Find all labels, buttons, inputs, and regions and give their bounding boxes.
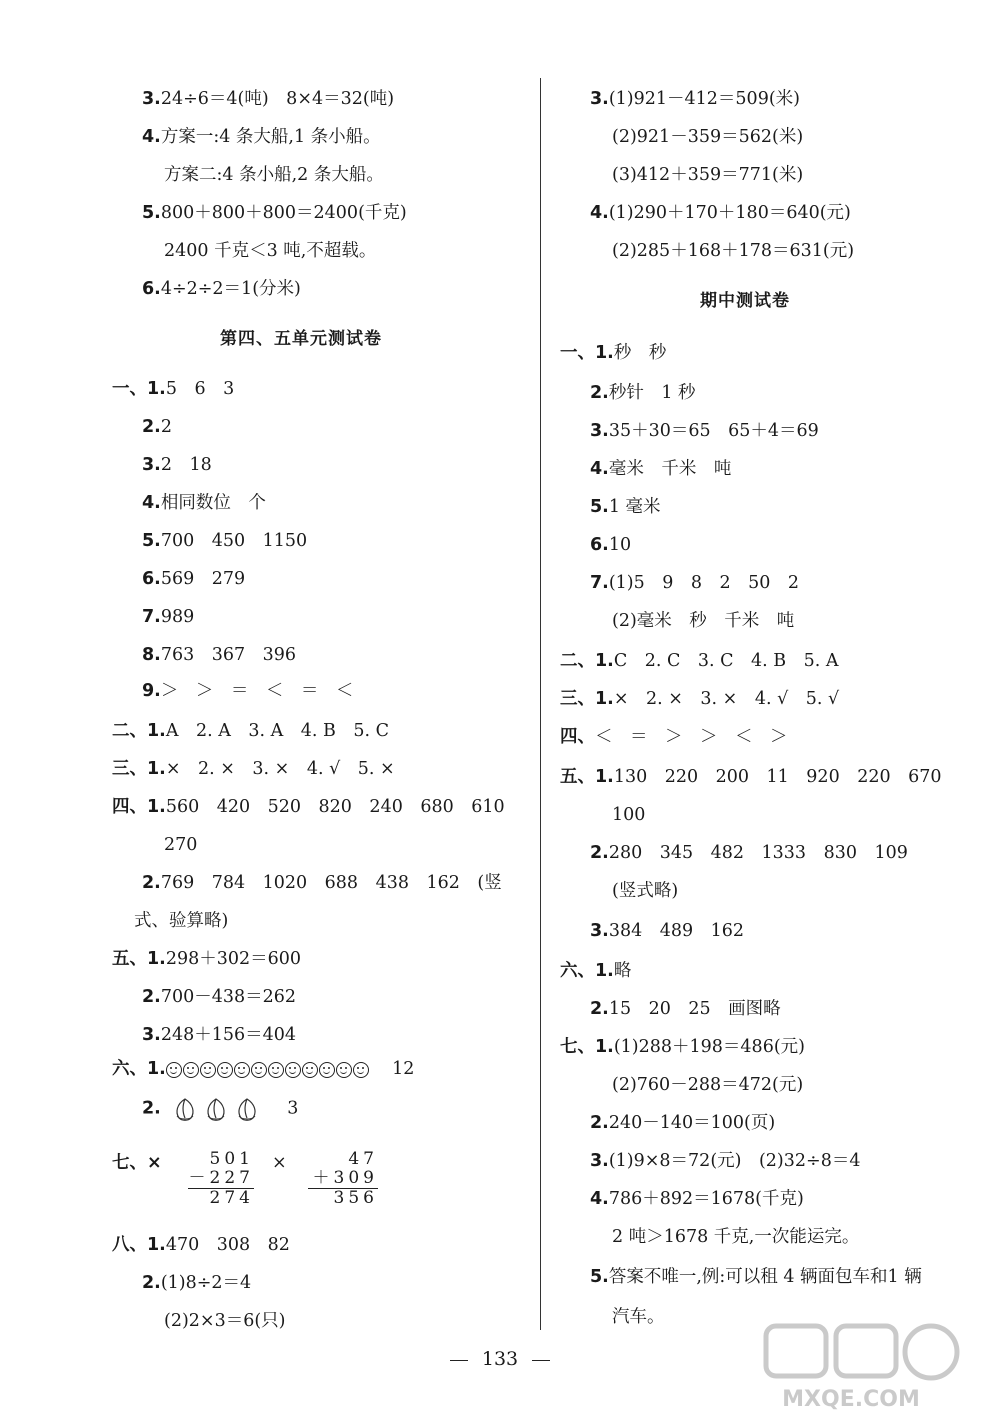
question-number: 八、1.	[112, 1235, 166, 1255]
answer-line	[142, 278, 301, 300]
answer-line	[142, 568, 245, 590]
question-number: 3.	[590, 921, 609, 941]
answer-line	[112, 758, 395, 780]
question-number: 7.	[142, 607, 161, 627]
answer-text: 答案不唯一,例:可以租 4 辆面包车和1 辆	[608, 1267, 922, 1287]
question-number: 四、1.	[112, 797, 166, 817]
answer-line	[142, 202, 407, 224]
question-number: 七、×	[112, 1153, 162, 1173]
question-number: 2.	[142, 873, 161, 893]
question-number: 7.	[590, 573, 609, 593]
answer-text: 秒 秒	[613, 343, 667, 363]
question-number: 2.	[142, 417, 161, 437]
answer-line	[590, 88, 800, 110]
answer-text: 248＋156＝404	[160, 1025, 297, 1045]
answer-line	[560, 342, 666, 364]
answer-text: 秒针 1 秒	[608, 383, 696, 403]
answer-line	[590, 420, 819, 442]
question-number: 四、	[560, 727, 595, 747]
calc-result: 274	[188, 1188, 254, 1208]
question-number: 3.	[590, 89, 609, 109]
answer-text: 569 279	[160, 569, 246, 589]
answer-text: (1)290＋170＋180＝640(元)	[608, 203, 851, 223]
answer-line	[612, 804, 645, 826]
answer-line	[612, 1226, 859, 1248]
qi-row	[112, 1152, 162, 1174]
answer-line	[112, 378, 234, 400]
answer-line	[560, 960, 631, 982]
qi-second-mark	[272, 1152, 287, 1174]
answer-line	[612, 1306, 665, 1328]
answer-text: ＞ ＞ ＝ ＜ ＝ ＜	[160, 681, 354, 701]
question-number: 3.	[590, 1151, 609, 1171]
question-number: 六、1.	[112, 1059, 166, 1079]
calc-top: 47	[348, 1149, 378, 1169]
answer-line	[590, 842, 908, 864]
answer-text: 989	[160, 607, 195, 627]
answer-line	[142, 606, 194, 628]
question-number: 4.	[590, 1189, 609, 1209]
answer-text: 786＋892＝1678(千克)	[608, 1189, 804, 1209]
question-number: 2.	[142, 987, 161, 1007]
peach-icon	[234, 1096, 260, 1122]
question-number: 2.	[142, 1273, 161, 1293]
answer-text: × 2. × 3. × 4. √ 5. √	[613, 689, 840, 709]
answer-line	[560, 726, 788, 748]
answer-line	[590, 1150, 860, 1172]
question-number: 2.	[590, 1113, 609, 1133]
answer-text: 270	[164, 835, 198, 855]
answer-line	[590, 1266, 922, 1288]
answer-line	[134, 910, 228, 932]
question-number: 五、1.	[112, 949, 166, 969]
answer-text: × 2. × 3. × 4. √ 5. ×	[165, 759, 395, 779]
answer-line	[560, 1036, 805, 1058]
answer-text: (1)921－412＝509(米)	[608, 89, 800, 109]
question-number: 2.	[590, 999, 609, 1019]
answer-text: 384 489 162	[608, 921, 745, 941]
question-number: 2.	[590, 383, 609, 403]
answer-line	[560, 650, 839, 672]
answer-text: 2 18	[160, 455, 212, 475]
question-number: 4.	[142, 127, 161, 147]
answer-line	[112, 1234, 290, 1256]
answer-text: A 2. A 3. A 4. B 5. C	[165, 721, 390, 741]
calc-result: 356	[308, 1188, 378, 1208]
answer-text: 方案一:4 条大船,1 条小船。	[160, 127, 381, 147]
answer-text: 763 367 396	[160, 645, 297, 665]
answer-line	[112, 720, 389, 742]
question-number: 一、1.	[560, 343, 614, 363]
question-number: 6.	[142, 569, 161, 589]
answer-line	[612, 240, 854, 262]
answer-line	[142, 644, 296, 666]
answer-line	[560, 688, 839, 710]
answer-line	[590, 1188, 804, 1210]
answer-line	[142, 680, 353, 702]
question-number: 一、1.	[112, 379, 166, 399]
heading-text: 第四、五单元测试卷	[220, 329, 382, 349]
answer-text: 1 毫米	[608, 497, 661, 517]
question-number: 6.	[142, 279, 161, 299]
question-number: 六、1.	[560, 961, 614, 981]
page-number: 133	[481, 1348, 519, 1370]
answer-line	[142, 126, 381, 148]
answer-text: 毫米 千米 吨	[608, 459, 732, 479]
answer-line	[164, 1310, 286, 1332]
answer-value: 3	[287, 1098, 299, 1119]
answer-text: (1)288＋198＝486(元)	[613, 1037, 805, 1057]
answer-text: 769 784 1020 688 438 162 (竖	[160, 873, 502, 893]
question-number: 二、1.	[112, 721, 166, 741]
answer-line	[164, 834, 197, 856]
answer-line	[590, 382, 696, 404]
answer-line	[590, 572, 799, 594]
watermark-text: MXQE.COM	[782, 1387, 920, 1412]
answer-line	[590, 534, 631, 556]
answer-line	[142, 986, 296, 1008]
answer-text: 470 308 82	[165, 1235, 290, 1255]
answer-text: 相同数位 个	[160, 493, 266, 513]
answer-line	[142, 492, 266, 514]
answer-line	[590, 920, 744, 942]
answer-text: 4÷2÷2＝1(分米)	[160, 279, 301, 299]
question-number: 5.	[142, 531, 161, 551]
answer-text: 10	[608, 535, 632, 555]
question-number: 5.	[142, 203, 161, 223]
question-number: 三、1.	[560, 689, 614, 709]
answer-line	[590, 496, 661, 518]
answer-line	[142, 416, 172, 438]
question-number: 二、1.	[560, 651, 614, 671]
answer-line	[612, 880, 678, 902]
answer-text: C 2. C 3. C 4. B 5. A	[613, 651, 839, 671]
answer-text: 700 450 1150	[160, 531, 308, 551]
question-number: 2.	[142, 1098, 161, 1119]
column-divider	[540, 78, 541, 1330]
answer-text: 100	[612, 805, 646, 825]
smiley-faces-icon	[166, 1062, 370, 1078]
answer-text: 24÷6＝4(吨) 8×4＝32(吨)	[160, 89, 395, 109]
answer-text: (竖式略)	[612, 881, 679, 901]
calc-top: 501	[209, 1149, 254, 1169]
answer-line	[560, 766, 942, 788]
question-number: 五、1.	[560, 767, 614, 787]
question-number: 三、1.	[112, 759, 166, 779]
answer-line	[142, 872, 502, 894]
answer-line	[142, 530, 307, 552]
question-number: 4.	[590, 203, 609, 223]
answer-line	[142, 1024, 296, 1046]
question-number: 6.	[590, 535, 609, 555]
calc-operand: －227	[188, 1168, 254, 1188]
answer-line	[590, 458, 731, 480]
vertical-subtraction	[188, 1150, 254, 1208]
answer-text: 式、验算略)	[134, 911, 229, 931]
answer-line	[142, 1272, 251, 1294]
answer-text: ＜ ＝ ＞ ＞ ＜ ＞	[595, 727, 788, 747]
answer-line	[142, 88, 394, 110]
question-number: 2.	[590, 843, 609, 863]
answer-text: (2)921－359＝562(米)	[612, 127, 804, 147]
answer-line	[612, 610, 794, 632]
answer-text: (2)760－288＝472(元)	[612, 1075, 804, 1095]
answer-text: 298＋302＝600	[165, 949, 302, 969]
question-number: 8.	[142, 645, 161, 665]
question-number: 3.	[142, 455, 161, 475]
answer-text: 汽车。	[612, 1307, 665, 1327]
vertical-addition	[308, 1150, 378, 1208]
answer-text: 560 420 520 820 240 680 610	[165, 797, 505, 817]
answer-text: 2	[160, 417, 172, 437]
answer-text: 35＋30＝65 65＋4＝69	[608, 421, 819, 441]
answer-line	[142, 454, 212, 476]
answer-line	[164, 164, 384, 186]
answer-line	[612, 126, 803, 148]
answer-line	[590, 202, 851, 224]
answer-line	[590, 998, 781, 1020]
liu-1-row	[112, 1058, 414, 1080]
question-number: 3.	[142, 1025, 161, 1045]
question-number: 9.	[142, 681, 161, 701]
answer-text: 2 吨＞1678 千克,一次能运完。	[612, 1227, 860, 1247]
answer-line	[164, 240, 376, 262]
answer-text: (2)2×3＝6(只)	[164, 1311, 286, 1331]
peach-icon	[203, 1096, 229, 1122]
answer-text: 240－140＝100(页)	[608, 1113, 776, 1133]
section-heading	[220, 328, 382, 350]
question-number: 4.	[142, 493, 161, 513]
watermark-logo	[736, 1322, 966, 1412]
answer-text: 130 220 200 11 920 220 670	[613, 767, 942, 787]
answer-text: 略	[613, 961, 632, 981]
question-number: 4.	[590, 459, 609, 479]
answer-line	[590, 1112, 775, 1134]
answer-text: 15 20 25 画图略	[608, 999, 781, 1019]
question-number: 5.	[590, 1267, 609, 1287]
answer-text: 280 345 482 1333 830 109	[608, 843, 908, 863]
answer-line	[612, 1074, 803, 1096]
answer-text: (2)毫米 秒 千米 吨	[612, 611, 795, 631]
answer-text: 800＋800＋800＝2400(千克)	[160, 203, 407, 223]
answer-text: 方案二:4 条小船,2 条大船。	[164, 165, 384, 185]
answer-text: (1)8÷2＝4	[160, 1273, 252, 1293]
question-number: 3.	[142, 89, 161, 109]
answer-text: (1)9×8＝72(元) (2)32÷8＝4	[608, 1151, 861, 1171]
answer-value: 12	[392, 1059, 415, 1079]
answer-mark: ×	[272, 1153, 287, 1173]
answer-text: (1)5 9 8 2 50 2	[608, 573, 800, 593]
answer-text: 5 6 3	[165, 379, 235, 399]
peach-icon	[172, 1096, 198, 1122]
section-heading	[700, 290, 790, 312]
answer-line	[112, 796, 505, 818]
calc-operand: ＋309	[312, 1168, 378, 1188]
heading-text: 期中测试卷	[700, 291, 790, 311]
question-number: 5.	[590, 497, 609, 517]
answer-text: 2400 千克＜3 吨,不超载。	[164, 241, 377, 261]
answer-text: (2)285＋168＋178＝631(元)	[612, 241, 855, 261]
question-number: 3.	[590, 421, 609, 441]
liu-2-row	[142, 1096, 298, 1122]
answer-text: 700－438＝262	[160, 987, 297, 1007]
answer-line	[612, 164, 803, 186]
answer-line	[112, 948, 301, 970]
question-number: 七、1.	[560, 1037, 614, 1057]
answer-text: (3)412＋359＝771(米)	[612, 165, 804, 185]
